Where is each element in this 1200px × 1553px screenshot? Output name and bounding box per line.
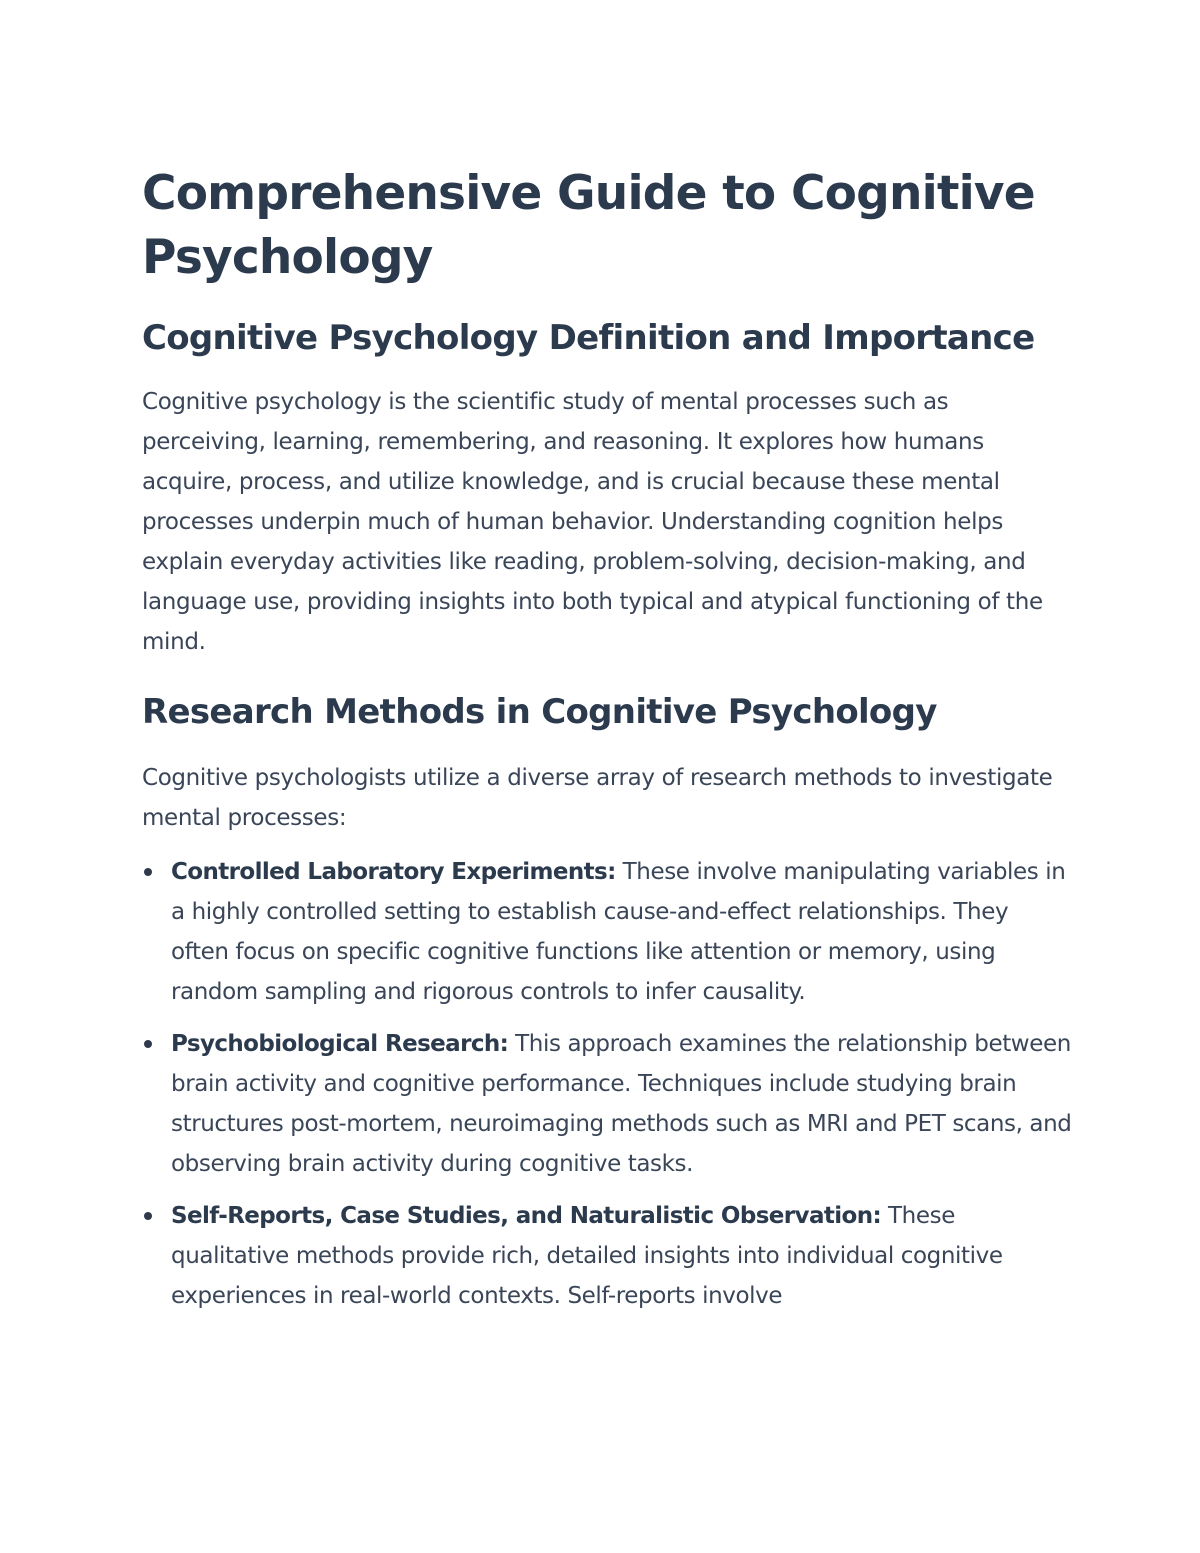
list-item (142, 1024, 1072, 1184)
bullet-icon (144, 1212, 152, 1220)
page-title: Comprehensive Guide to Cognitive Psychology (142, 166, 1035, 285)
definition-paragraph: Cognitive psychology is the scientific study of mental processes such as perceiving, learning, remembering, and reasoning. It explores how humans acquire, process, and utilize knowledge, and is crucial because these mental processes underpin much of human behavior. Understanding cognition helps explain everyday activities like reading, problem-solving, decision-making, and language use, providing insights into both typical and atypical functioning of the mind. (142, 389, 1043, 655)
list-item-term: Psychobiological Research: (171, 1031, 509, 1057)
list-item-text: These qualitative methods provide rich, detailed insights into individual cognitive experiences in real-world contexts. Self-reports involve (171, 1203, 1003, 1309)
section-heading-research-methods: Research Methods in Cognitive Psychology (142, 692, 937, 732)
list-item-text: These involve manipulating variables in a highly controlled setting to establish cause-and-effect relationships. They often focus on specific cognitive functions like attention or memory, using random sampling and rigorous controls to infer causality. (171, 859, 1066, 1005)
section-heading-definition: Cognitive Psychology Definition and Importance (142, 318, 1035, 358)
list-item-term: Controlled Laboratory Experiments: (171, 859, 616, 885)
list-item-text: This approach examines the relationship between brain activity and cognitive performance. Techniques include studying brain structures post-mortem, neuroimaging methods such as MRI and PET scans, and observing brain activity during cognitive tasks. (171, 1031, 1072, 1177)
list-item (142, 1196, 1072, 1316)
bullet-icon (144, 1040, 152, 1048)
bullet-icon (144, 868, 152, 876)
list-item-term: Self-Reports, Case Studies, and Naturalistic Observation: (171, 1203, 882, 1229)
list-item (142, 852, 1072, 1012)
research-methods-intro: Cognitive psychologists utilize a diverse array of research methods to investigate mental processes: (142, 765, 1053, 831)
document-page (142, 162, 1072, 1328)
research-methods-list (142, 852, 1072, 1316)
